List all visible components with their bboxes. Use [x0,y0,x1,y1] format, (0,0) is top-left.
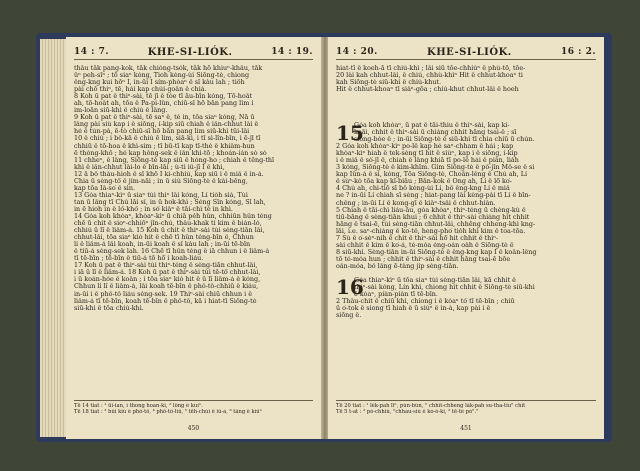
text-line: tō té-móa hun ; chhit ê thiⁿ-sài ê chhit hāng tsai-ē bōe [336,255,511,263]
left-header-verse-start: 14 : 7. [74,47,110,57]
text-line: Chhun lí lî ê liâm-á, lâi koah tē-bīn ê phô-tô-chhiū ê kiáu, [74,283,259,291]
right-header-title: KHE-SI-LIÓK. [427,46,512,58]
text-line: chhiú ū lî ê liâm-á. 15 Koh ū chit ê thiⁿ-sài tùi sèng-tiān lâi, [74,227,265,235]
text-line: siōng-bóe ê ; in-ūi Siōng-tè ê siū-khì tī chia chiū ū chún. [354,136,535,144]
text-line: hiat-tī ê koeh-ā tī chiú-khì ; lâi siū tōe-chhiúⁿ ê phù-tō, tōe- [336,65,526,72]
text-line: 4 Chú ah, chi-tiō sī bô kèng-ùi Lí, bô êng-kng Lí ê miâ [336,185,510,193]
text-line: 10 ê chiú ; i bô-kā ê chiú ē lim, siā-kì, i tī sì-lîn-bīn, i ē-jī tī [74,135,261,143]
text-line: chhiū ê tō-hoa ê khì-sim ; tī bū-tī kap tī-thè ê khiâm-hun [74,142,255,150]
text-line: lâng pài siù kap i ê siōng, í-kip siū chiah ê iân-chhut lâi ê [74,121,259,129]
text-line: 20 lài kah chhut-lâi, ê chiú, chhù-khìⁿ Hit ê chhut-khoaⁿ ti [336,72,523,80]
text-line: 8 siū-khì. Sèng-tiān in-ūi Siōng-tè ê êng-kng kap I ê koân-lêng [336,248,537,256]
text-line: 5 Chiah ê tāi-chì liáu-āu, góa khòaⁿ, thiⁿ-téng ū chèng-kù ê [336,206,526,214]
left-page-number: 450 [187,425,200,432]
text-line: sài chhit ê kim ê ko͘-á, té-móa éng-oán oa̍h ê Siōng-tè ê [336,241,514,249]
chapter-15-number: 15 [336,121,364,145]
text-line: 9 Koh ū pat ê thiⁿ-sài, tē saⁿ ê, tè in, tōa siaⁿ kóng, Nā ū [74,114,255,122]
chapter-16-number: 16 [336,275,364,299]
text-line: 13 Góa thiaⁿ-kìⁿ ū siaⁿ tùi thiⁿ lâi kóng, Lí tiòh siá, Tùi [74,191,248,199]
text-line: oân-móa, bô lâng ē-tàng jip sèng-tiān. [336,262,459,270]
text-line: liâm-á tī tē-bīn, koah tē-bīn ê phô-tô, kā i hiat-tī Siōng-tè [74,297,257,305]
left-header-verse-end: 14 : 19. [271,47,313,57]
text-line: 2 Góa koh khòaⁿ-kìⁿ po-lê kap hé saⁿ-chham ê hái ; kap [336,143,514,151]
text-line: chē ū chit ê sioⁿ-chhiōⁿ jîn-chú, thâu-khak tì kim ê bián-ló, [74,220,262,228]
text-line: kap tōa Iâ-so͘ ê sìn. [74,184,135,192]
text-line: hāng ê tsai-ē, tùi sèng-tiān chhut-lâi, chhēng chheng-khì kng- [336,220,536,228]
text-line: in ē hioh in ê ló͘-khó͘ ; in só͘ kiâⁿ ê tāi-chì tè in khì. [74,205,233,213]
text-line: lāi, i.e. saⁿ-chiáng ê ko͘-tê, heng-pho͘ tio̍h khì kim ê toa-tōa. [336,227,526,235]
text-line: Hit ê chhut-khoaⁿ tī siâⁿ-gōa ; chiú-khut chhut-lâi ê hoeh [336,86,519,94]
text-line: khì ê iân-chhut lâi-lo ê bīn-lāi ; ù-ti iû-jī I ê khì, [74,163,225,171]
text-line: hé ê tún-pà, ē-tò chiū-sī hō bān pang lim siū-khì tūi-lâi [74,128,250,136]
text-line: ē thòng-khố ; hé kap hông-sek ê iân khì-tō ; khoán-ián sò sò [74,149,267,157]
right-page-number: 451 [460,425,472,432]
text-line: 2 Thâu-chit ê chiū khì, chiong i ê kóaⁿ tó͘ tī tē-bīn ; chiū [336,298,515,306]
text-line: in-ūi i ê phô-tô liáu sėng-sek. 19 Thiⁿ-sài chiū chhun i ê [74,290,253,298]
right-page-footnotes [336,400,596,415]
text-line: khòaⁿ-kìⁿ hiah ê tek-sèng tī hit ê siùⁿ, kap i ê siōng, í-kip [336,150,518,158]
page-edges [40,39,66,437]
text-line: pài chō thiⁿ, tē, hái kap chúi-goân ê chiá. [74,86,207,94]
right-header-verse-start: 14 : 20. [336,47,378,57]
text-line: lí ê liâm-á lâi koah, in-ūi koah ê sî kàu lah ; in-ūi tē-bīn [74,241,251,249]
chapter-15-text [336,122,596,270]
footnote-line: Tē 5 t-at : ² pó-chhiú, "chhau-siú ê ko͘-ó-ki, ³ tē-tê pó"." [336,408,479,415]
text-line: üⁿ peh-sîⁿ ; tō siaⁿ kóng, Tioh kèng-ùi Siōng-tè, chiong [74,72,250,80]
open-book [36,33,612,442]
text-line: chêng ; in-ūi Lí ê kong-gī ê kiâⁿ-tsâi ê chhut-hiàn. [336,199,496,207]
text-line: ne ? in-ūi Lí chiah sī sèng ; hiat-pang lâi kèng-pài tī Lí ê bīn- [336,192,531,200]
footnote-line: Tē 18 tiat : ³ bûi kiú ê phô-tô, ⁴ phô-tô-liû, ⁵ tēh-chúi ê iû-á, ⁶ tâng ê kiûⁿ [74,408,262,415]
text-line: siōng ê. [336,312,362,320]
text-line: thiⁿ-sài kóng, Lín khì, chiong hit chhit ê Siōng-tè siū-khì [354,284,535,292]
text-line: i ū koán-hóe ê koân ; i tōa siaⁿ kiò hit ê ū lî liâm-á ê kóng, [74,276,261,284]
text-line: ah, tō-hoât ah, tōa ê Pa-pi-lûn, chiū-sī hō bān pang lim i [74,100,254,108]
left-page-header [74,45,313,60]
text-line: Góa koh khòaⁿ, ū pat ê tāi-thiu ê thiⁿ-sài, kap ki- [354,122,510,129]
text-line: 3 kóng, Siōng-tè ê kim-khîm. Gím Siōng-tè ê pò͘-jîn Mô-se ê si [336,164,535,172]
right-header-verse-end: 16 : 2. [560,47,596,57]
right-page-top-text [336,65,596,93]
text-line: chhut-lâi, tōa siaⁿ kiò hit ê chē tī hûn téng-bīn ê, Chhun [74,234,254,242]
text-line: koāi, chhit ê thiⁿ-sài ū chiáng chhit hāng tsai-ê ; sī [354,129,517,137]
text-line: Chia ū sèng-tô͘ ê jím-nāi ; in ū siú Siōng-tè ê kài-bēng, [74,177,248,185]
text-line: 14 Góa koh khòaⁿ, khòaⁿ-kìⁿ ū chiā pe̍h hûn, chhiūn hûn téng [74,212,272,220]
text-line: im-loān siū-khì ê chiú ê lâng. [74,107,168,115]
text-line: thâu tåk pang-kok, tåk chióng-tsók, tåk hō khiuⁿ-khâu, tåk [74,65,263,72]
right-page-header [336,45,596,60]
text-line: i ê miâ ê sò͘-jī ê, chiah ê lâng khiā tī po-lê hái ê piân, lia̍h [336,157,519,165]
footnote-line: Tē 14 tiat : ¹ üi-ian, i thong hoan-kî, ² lông ê kuiⁿ. [74,402,203,409]
text-line: 17 Koh ū pat ê thiⁿ-sài tùi thiⁿ-téng ê sèng-tiān chhut-lâi, [74,262,258,270]
text-line: 8 Koh ū pat ê thiⁿ-sài, tē jī ê tòe tī āu-bīn kóng, Tō-hoât [74,93,253,101]
text-line: kap Iûn-á ê si, kóng, Tōa Siōng-tè, Choân-lêng ê Chú ah, Lí [336,171,527,179]
text-line: ê kóaⁿ, piàn-piàn tī tē-bīn. [354,291,438,299]
right-page [328,37,604,439]
left-page-body [74,65,313,312]
text-line: ū o͘-tok ê siong tī hiah ê ū siùⁿ ê ìn-á, kap pài i ê [336,305,491,313]
text-line: tiū-bāng ê sèng-tiān khui ; 6 chhit ê thiⁿ-sài chiáng hit chhit [336,213,530,221]
left-page-footnotes [74,400,313,415]
text-line: ê tiū-á sėng-sek lah. 16 Chē tī hûn téng ê iā chhun i ê liâm-á [74,248,270,256]
left-page [66,37,322,439]
text-line: Góa thiaⁿ-kìⁿ ū tōa siaⁿ tùi sèng-tiān lâi, kā chhit ê [354,277,516,284]
text-line: kah Siōng-tè siū-khì ê chiú-khut. [336,79,442,87]
chapter-16-text [336,277,596,319]
footnote-line: Tē 20 tiat : ¹ lêk-pah līⁿ, pún-bûn, " chhit-chheng lâk-pah su-tha-tîu" chit [336,402,526,409]
text-line: tī tē-bīn ; tē-bīn ê tiū-á tō hō͘ i koah-liáu. [74,255,204,263]
text-line: siū-khì ê tōa chiú-khì. [74,304,144,312]
text-line: ê sùⁿ-kò tōa kap kî-biāu ; Bān-kok ê Ông ah, Lí ê lō͘ ko͘- [336,178,512,186]
text-line: 7 Sù ê o͘-sèⁿ-nih ê chit ê thiⁿ-sài hō͘ hit chhit ê thiⁿ- [336,234,499,242]
text-line: 11 chheⁿ, ê lâng, Siōng-tè kap siū ê hóng-ho ; chiah ê tēng-thī [74,156,275,164]
text-line: tan ū lâng tī Chú lāi sí, in ū hok-khì ; Sèng Sîn kóng, Sī lah, [74,198,266,206]
text-line: êng-kng kui hōⁿ I, in-ūi I sím-phòaⁿ ê sî kàu lah ; tiöh [74,79,245,87]
left-header-title: KHE-SI-LIÓK. [147,46,233,58]
text-line: 12 ā bô tháu-hioh ê sî khō I ki-chhiú, kap siū i ê miâ ê ìn-á. [74,170,264,178]
text-line: i iā ū lî ê liâm-á. 18 Koh ū pat ê thiⁿ-sài tùi tē-tô͘ chhut-lâi, [74,269,261,277]
